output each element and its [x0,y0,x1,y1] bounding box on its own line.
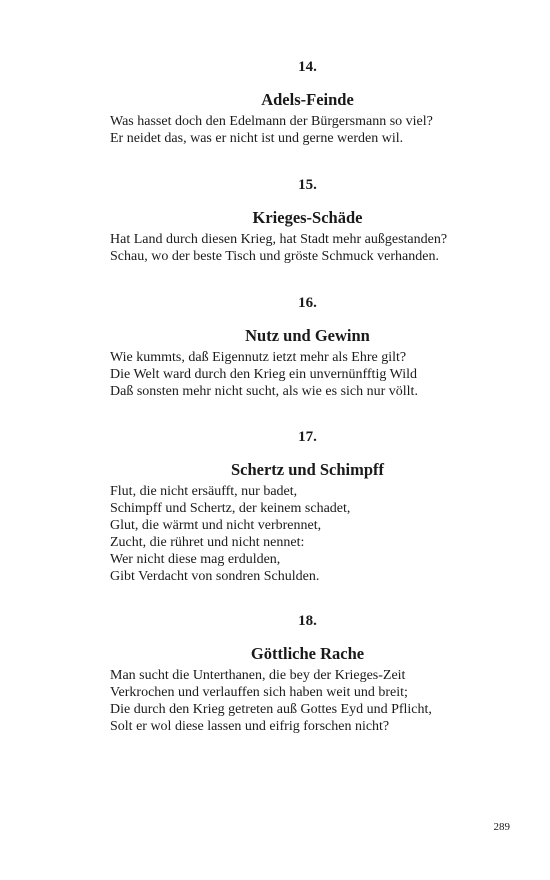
verse-line: Flut, die nicht ersäufft, nur badet, [110,484,298,499]
epigram-number: 14. [298,59,317,75]
verse-line: Was hasset doch den Edelmann der Bürgersmann so viel? [110,114,433,129]
epigram-18 [110,612,505,735]
epigram-text [110,231,505,265]
verse-line: Zucht, die rühret und nicht nennet: [110,535,305,550]
verse-line: Wie kummts, daß Eigennutz ietzt mehr als Ehre gilt? [110,350,407,365]
verse-line: Glut, die wärmt und nicht verbrennet, [110,518,322,533]
epigram-number: 16. [298,295,317,311]
page-number: 289 [493,821,510,833]
verse-line: Wer nicht diese mag erdulden, [110,552,281,567]
epigram-number: 17. [298,429,317,445]
epigram-16 [110,294,505,400]
verse-line: Die durch den Krieg getreten auß Gottes Eyd und Pflicht, [110,702,432,717]
verse-line: Schau, wo der beste Tisch und gröste Schmuck verhanden. [110,249,439,264]
epigram-title: Nutz und Gewinn [245,326,370,345]
epigram-title: Krieges-Schäde [252,208,363,227]
epigram-number: 15. [298,177,317,193]
epigram-title: Göttliche Rache [250,644,365,663]
epigram-text [110,483,505,585]
epigram-17 [110,428,505,585]
epigram-15 [110,176,505,265]
epigram-title: Adels-Feinde [261,90,354,109]
epigram-title: Schertz und Schimpff [230,460,385,479]
verse-line: Die Welt ward durch den Krieg ein unvernünfftig Wild [110,367,418,382]
epigram-number: 18. [298,613,317,629]
verse-line: Er neidet das, was er nicht ist und gerne werden wil. [110,131,404,146]
verse-line: Verkrochen und verlauffen sich haben weit und breit; [110,685,408,700]
epigram-text [110,113,505,147]
verse-line: Solt er wol diese lassen und eifrig forschen nicht? [110,719,390,734]
epigram-text [110,667,505,735]
verse-line: Schimpff und Schertz, der keinem schadet, [110,501,351,516]
verse-line: Hat Land durch diesen Krieg, hat Stadt mehr außgestanden? [110,232,448,247]
verse-line: Man sucht die Unterthanen, die bey der Krieges-Zeit [110,668,406,683]
verse-line: Gibt Verdacht von sondren Schulden. [110,569,320,584]
epigram-14 [110,58,505,147]
verse-line: Daß sonsten mehr nicht sucht, als wie es sich nur völlt. [110,384,418,399]
epigram-text [110,349,505,400]
